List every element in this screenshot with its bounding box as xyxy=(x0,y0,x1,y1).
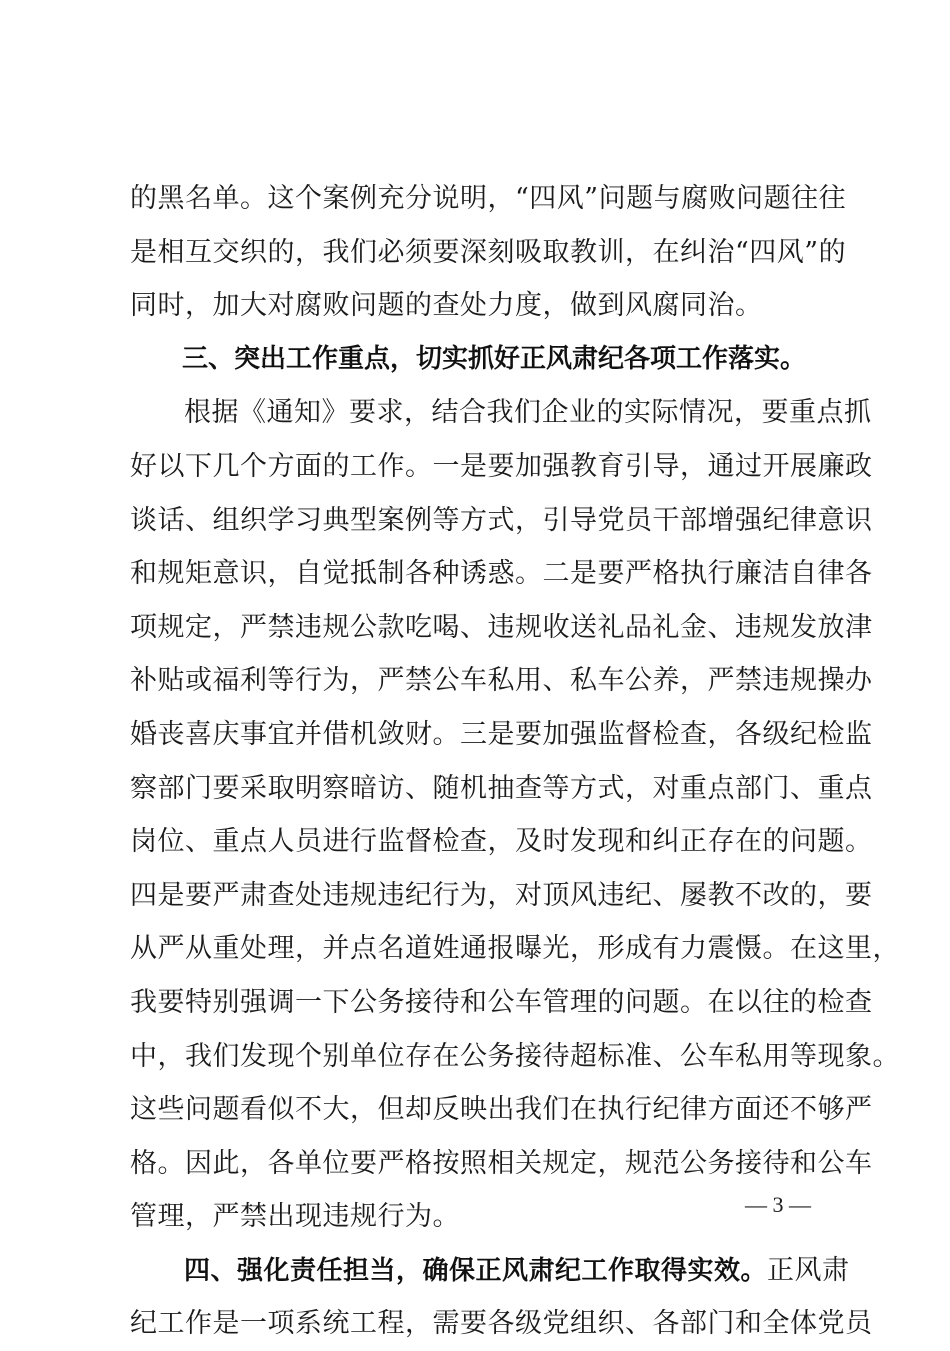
text-line: 四是要严肃查处违规违纪行为，对顶风违纪、屡教不改的，要 xyxy=(130,879,873,911)
text-line: 补贴或福利等行为，严禁公车私用、私车公养，严禁违规操办 xyxy=(130,665,873,697)
page-number: — 3 — xyxy=(745,1192,811,1217)
text-line: 这些问题看似不大，但却反映出我们在执行纪律方面还不够严 xyxy=(130,1094,873,1126)
paragraph-continued xyxy=(130,172,847,333)
text-line: 婚丧喜庆事宜并借机敛财。三是要加强监督检查，各级纪检监 xyxy=(130,718,873,750)
text-line: 岗位、重点人员进行监督检查，及时发现和纠正存在的问题。 xyxy=(130,826,873,858)
text-line: 是相互交织的，我们必须要深刻吸取教训，在纠治“四风”的 xyxy=(130,236,847,268)
text-line xyxy=(130,1244,850,1298)
text-line: 和规矩意识，自觉抵制各种诱惑。二是要严格执行廉洁自律各 xyxy=(130,558,873,590)
text-line: 察部门要采取明察暗访、随机抽查等方式，对重点部门、重点 xyxy=(130,772,873,804)
text-line: 谈话、组织学习典型案例等方式，引导党员干部增强纪律意识 xyxy=(130,504,873,536)
paragraph-responsibility xyxy=(130,1244,873,1351)
text-line: 纪工作是一项系统工程，需要各级党组织、各部门和全体党员 xyxy=(130,1308,873,1340)
text-line: 项规定，严禁违规公款吃喝、违规收送礼品礼金、违规发放津 xyxy=(130,611,873,643)
section-4-inline-text: 正风肃 xyxy=(767,1254,850,1286)
text-line: 根据《通知》要求，结合我们企业的实际情况，要重点抓 xyxy=(184,397,872,429)
section-heading-3: 三、突出工作重点，切实抓好正风肃纪各项工作落实。 xyxy=(182,343,807,374)
text-line: 从严从重处理，并点名道姓通报曝光，形成有力震慑。在这里， xyxy=(130,933,900,965)
paragraph-key-tasks xyxy=(130,386,900,1244)
text-line: 中，我们发现个别单位存在公务接待超标准、公车私用等现象。 xyxy=(130,1040,900,1072)
text-line: 好以下几个方面的工作。一是要加强教育引导，通过开展廉政 xyxy=(130,450,873,482)
document-page xyxy=(130,172,900,1351)
section-heading-4: 四、强化责任担当，确保正风肃纪工作取得实效。 xyxy=(184,1255,768,1286)
text-line: 同时，加大对腐败问题的查处力度，做到风腐同治。 xyxy=(130,290,763,322)
text-line: 格。因此，各单位要严格按照相关规定，规范公务接待和公车 xyxy=(130,1147,873,1179)
text-line: 我要特别强调一下公务接待和公车管理的问题。在以往的检查 xyxy=(130,986,873,1018)
text-line: 管理，严禁出现违规行为。 xyxy=(130,1201,460,1233)
text-line: 的黑名单。这个案例充分说明，“四风”问题与腐败问题往往 xyxy=(130,183,847,214)
